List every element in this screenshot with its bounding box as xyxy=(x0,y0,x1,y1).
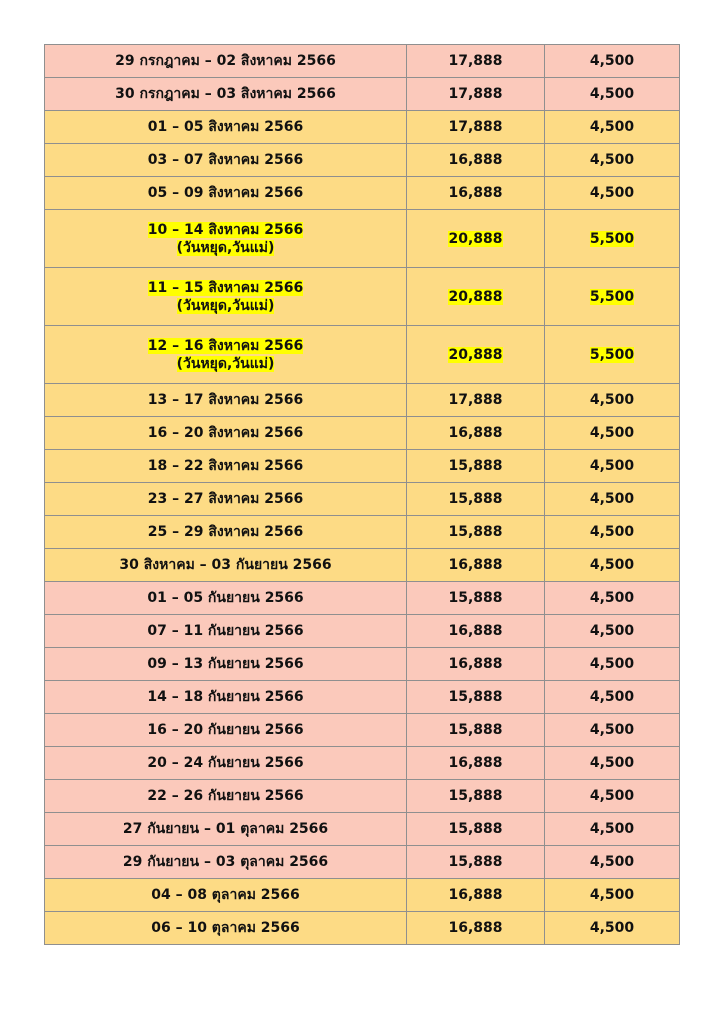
extra-price-cell xyxy=(545,450,680,483)
price-cell xyxy=(407,78,545,111)
travel-dates: 01 – 05 สิงหาคม 2566 xyxy=(147,119,304,135)
price-cell xyxy=(407,714,545,747)
holiday-note: (วันหยุด,วันแม่) xyxy=(176,297,275,314)
travel-dates: 13 – 17 สิงหาคม 2566 xyxy=(147,392,304,408)
date-cell xyxy=(45,417,407,450)
date-cell xyxy=(45,714,407,747)
extra-price-cell xyxy=(545,144,680,177)
extra-price: 5,500 xyxy=(589,288,635,305)
tour-price: 15,888 xyxy=(448,854,503,870)
extra-price-cell xyxy=(545,846,680,879)
table-row xyxy=(45,549,680,582)
date-cell xyxy=(45,681,407,714)
extra-price-cell xyxy=(545,384,680,417)
travel-dates: 03 – 07 สิงหาคม 2566 xyxy=(147,152,304,168)
extra-price: 4,500 xyxy=(589,86,635,102)
date-cell xyxy=(45,210,407,268)
table-row xyxy=(45,879,680,912)
tour-price: 17,888 xyxy=(448,86,503,102)
tour-price: 20,888 xyxy=(448,346,503,363)
date-cell xyxy=(45,648,407,681)
extra-price-cell xyxy=(545,45,680,78)
extra-price: 4,500 xyxy=(589,119,635,135)
holiday-note: (วันหยุด,วันแม่) xyxy=(176,355,275,372)
extra-price: 4,500 xyxy=(589,392,635,408)
extra-price: 4,500 xyxy=(589,152,635,168)
holiday-note-line xyxy=(49,297,402,315)
travel-dates: 12 – 16 สิงหาคม 2566 xyxy=(147,337,304,354)
extra-price-cell xyxy=(545,417,680,450)
table-row xyxy=(45,417,680,450)
table-row xyxy=(45,177,680,210)
extra-price: 4,500 xyxy=(589,590,635,606)
extra-price: 4,500 xyxy=(589,656,635,672)
tour-price: 16,888 xyxy=(448,656,503,672)
tour-price: 16,888 xyxy=(448,557,503,573)
date-cell xyxy=(45,78,407,111)
extra-price: 4,500 xyxy=(589,755,635,771)
date-cell xyxy=(45,144,407,177)
date-cell xyxy=(45,45,407,78)
table-row xyxy=(45,326,680,384)
date-cell xyxy=(45,879,407,912)
date-cell xyxy=(45,326,407,384)
travel-dates: 30 กรกฎาคม – 03 สิงหาคม 2566 xyxy=(115,86,336,102)
tour-price: 16,888 xyxy=(448,152,503,168)
tour-price: 16,888 xyxy=(448,755,503,771)
travel-dates: 23 – 27 สิงหาคม 2566 xyxy=(147,491,304,507)
date-cell xyxy=(45,615,407,648)
table-row xyxy=(45,846,680,879)
tour-price: 15,888 xyxy=(448,689,503,705)
table-row xyxy=(45,780,680,813)
travel-dates: 18 – 22 สิงหาคม 2566 xyxy=(147,458,304,474)
extra-price: 5,500 xyxy=(589,346,635,363)
price-cell xyxy=(407,45,545,78)
extra-price-cell xyxy=(545,912,680,945)
extra-price-cell xyxy=(545,780,680,813)
travel-dates: 10 – 14 สิงหาคม 2566 xyxy=(147,221,304,238)
price-cell xyxy=(407,780,545,813)
extra-price-cell xyxy=(545,78,680,111)
extra-price: 4,500 xyxy=(589,887,635,903)
tour-price-table xyxy=(44,44,680,945)
tour-price: 16,888 xyxy=(448,185,503,201)
date-cell xyxy=(45,450,407,483)
extra-price-cell xyxy=(545,268,680,326)
table-row xyxy=(45,450,680,483)
extra-price: 4,500 xyxy=(589,53,635,69)
price-cell xyxy=(407,417,545,450)
travel-dates: 01 – 05 กันยายน 2566 xyxy=(147,590,304,606)
tour-price: 15,888 xyxy=(448,491,503,507)
travel-dates: 16 – 20 กันยายน 2566 xyxy=(147,722,304,738)
date-cell xyxy=(45,384,407,417)
extra-price: 4,500 xyxy=(589,920,635,936)
extra-price-cell xyxy=(545,177,680,210)
tour-price: 17,888 xyxy=(448,119,503,135)
travel-dates: 09 – 13 กันยายน 2566 xyxy=(147,656,304,672)
price-cell xyxy=(407,648,545,681)
extra-price: 4,500 xyxy=(589,623,635,639)
price-cell xyxy=(407,144,545,177)
price-cell xyxy=(407,516,545,549)
extra-price: 4,500 xyxy=(589,491,635,507)
tour-price: 15,888 xyxy=(448,821,503,837)
table-row xyxy=(45,747,680,780)
table-row xyxy=(45,516,680,549)
travel-dates: 14 – 18 กันยายน 2566 xyxy=(147,689,304,705)
travel-dates: 29 กันยายน – 03 ตุลาคม 2566 xyxy=(122,854,329,870)
extra-price: 4,500 xyxy=(589,557,635,573)
travel-dates: 20 – 24 กันยายน 2566 xyxy=(147,755,304,771)
tour-price: 17,888 xyxy=(448,53,503,69)
extra-price: 4,500 xyxy=(589,458,635,474)
date-cell xyxy=(45,483,407,516)
table-row xyxy=(45,615,680,648)
table-row xyxy=(45,268,680,326)
date-cell xyxy=(45,846,407,879)
price-cell xyxy=(407,111,545,144)
tour-price: 15,888 xyxy=(448,788,503,804)
extra-price-cell xyxy=(545,813,680,846)
tour-price: 15,888 xyxy=(448,524,503,540)
price-cell xyxy=(407,879,545,912)
price-cell xyxy=(407,384,545,417)
price-cell xyxy=(407,846,545,879)
table-row xyxy=(45,45,680,78)
extra-price: 4,500 xyxy=(589,722,635,738)
price-cell xyxy=(407,483,545,516)
tour-price: 16,888 xyxy=(448,887,503,903)
holiday-note: (วันหยุด,วันแม่) xyxy=(176,239,275,256)
table-row xyxy=(45,78,680,111)
extra-price: 4,500 xyxy=(589,524,635,540)
date-cell xyxy=(45,549,407,582)
travel-dates: 22 – 26 กันยายน 2566 xyxy=(147,788,304,804)
extra-price-cell xyxy=(545,326,680,384)
tour-price: 16,888 xyxy=(448,623,503,639)
price-cell xyxy=(407,326,545,384)
extra-price-cell xyxy=(545,111,680,144)
extra-price-cell xyxy=(545,615,680,648)
extra-price: 4,500 xyxy=(589,689,635,705)
price-cell xyxy=(407,582,545,615)
table-row xyxy=(45,483,680,516)
price-cell xyxy=(407,177,545,210)
date-cell xyxy=(45,111,407,144)
extra-price-cell xyxy=(545,714,680,747)
travel-dates: 06 – 10 ตุลาคม 2566 xyxy=(151,920,300,936)
extra-price-cell xyxy=(545,582,680,615)
table-row xyxy=(45,714,680,747)
table-body xyxy=(45,45,680,945)
tour-price: 16,888 xyxy=(448,425,503,441)
tour-price: 20,888 xyxy=(448,288,503,305)
travel-dates: 27 กันยายน – 01 ตุลาคม 2566 xyxy=(122,821,329,837)
price-cell xyxy=(407,268,545,326)
travel-dates: 25 – 29 สิงหาคม 2566 xyxy=(147,524,304,540)
tour-price: 15,888 xyxy=(448,458,503,474)
table-row xyxy=(45,648,680,681)
date-cell xyxy=(45,813,407,846)
travel-dates: 07 – 11 กันยายน 2566 xyxy=(147,623,304,639)
price-cell xyxy=(407,912,545,945)
price-cell xyxy=(407,549,545,582)
date-cell xyxy=(45,582,407,615)
date-cell xyxy=(45,177,407,210)
extra-price-cell xyxy=(545,747,680,780)
price-cell xyxy=(407,210,545,268)
extra-price-cell xyxy=(545,549,680,582)
extra-price-cell xyxy=(545,681,680,714)
extra-price-cell xyxy=(545,210,680,268)
extra-price: 4,500 xyxy=(589,854,635,870)
date-cell xyxy=(45,912,407,945)
date-cell xyxy=(45,268,407,326)
tour-price: 20,888 xyxy=(448,230,503,247)
holiday-note-line xyxy=(49,355,402,373)
table-row xyxy=(45,582,680,615)
tour-price: 16,888 xyxy=(448,920,503,936)
extra-price: 4,500 xyxy=(589,788,635,804)
tour-price: 15,888 xyxy=(448,590,503,606)
travel-dates: 30 สิงหาคม – 03 กันยายน 2566 xyxy=(119,557,332,573)
travel-dates: 05 – 09 สิงหาคม 2566 xyxy=(147,185,304,201)
travel-dates: 29 กรกฎาคม – 02 สิงหาคม 2566 xyxy=(115,53,336,69)
table-row xyxy=(45,681,680,714)
table-row xyxy=(45,210,680,268)
table-row xyxy=(45,384,680,417)
travel-dates: 11 – 15 สิงหาคม 2566 xyxy=(147,279,304,296)
price-cell xyxy=(407,615,545,648)
travel-dates: 16 – 20 สิงหาคม 2566 xyxy=(147,425,304,441)
extra-price: 4,500 xyxy=(589,185,635,201)
price-cell xyxy=(407,813,545,846)
date-cell xyxy=(45,747,407,780)
table-row xyxy=(45,111,680,144)
tour-price: 17,888 xyxy=(448,392,503,408)
extra-price-cell xyxy=(545,483,680,516)
travel-dates: 04 – 08 ตุลาคม 2566 xyxy=(151,887,300,903)
extra-price: 4,500 xyxy=(589,425,635,441)
price-cell xyxy=(407,450,545,483)
extra-price: 4,500 xyxy=(589,821,635,837)
date-cell xyxy=(45,780,407,813)
table-row xyxy=(45,912,680,945)
extra-price-cell xyxy=(545,879,680,912)
date-cell xyxy=(45,516,407,549)
extra-price-cell xyxy=(545,516,680,549)
table-row xyxy=(45,144,680,177)
price-cell xyxy=(407,747,545,780)
extra-price-cell xyxy=(545,648,680,681)
tour-price: 15,888 xyxy=(448,722,503,738)
extra-price: 5,500 xyxy=(589,230,635,247)
holiday-note-line xyxy=(49,239,402,257)
price-cell xyxy=(407,681,545,714)
table-row xyxy=(45,813,680,846)
